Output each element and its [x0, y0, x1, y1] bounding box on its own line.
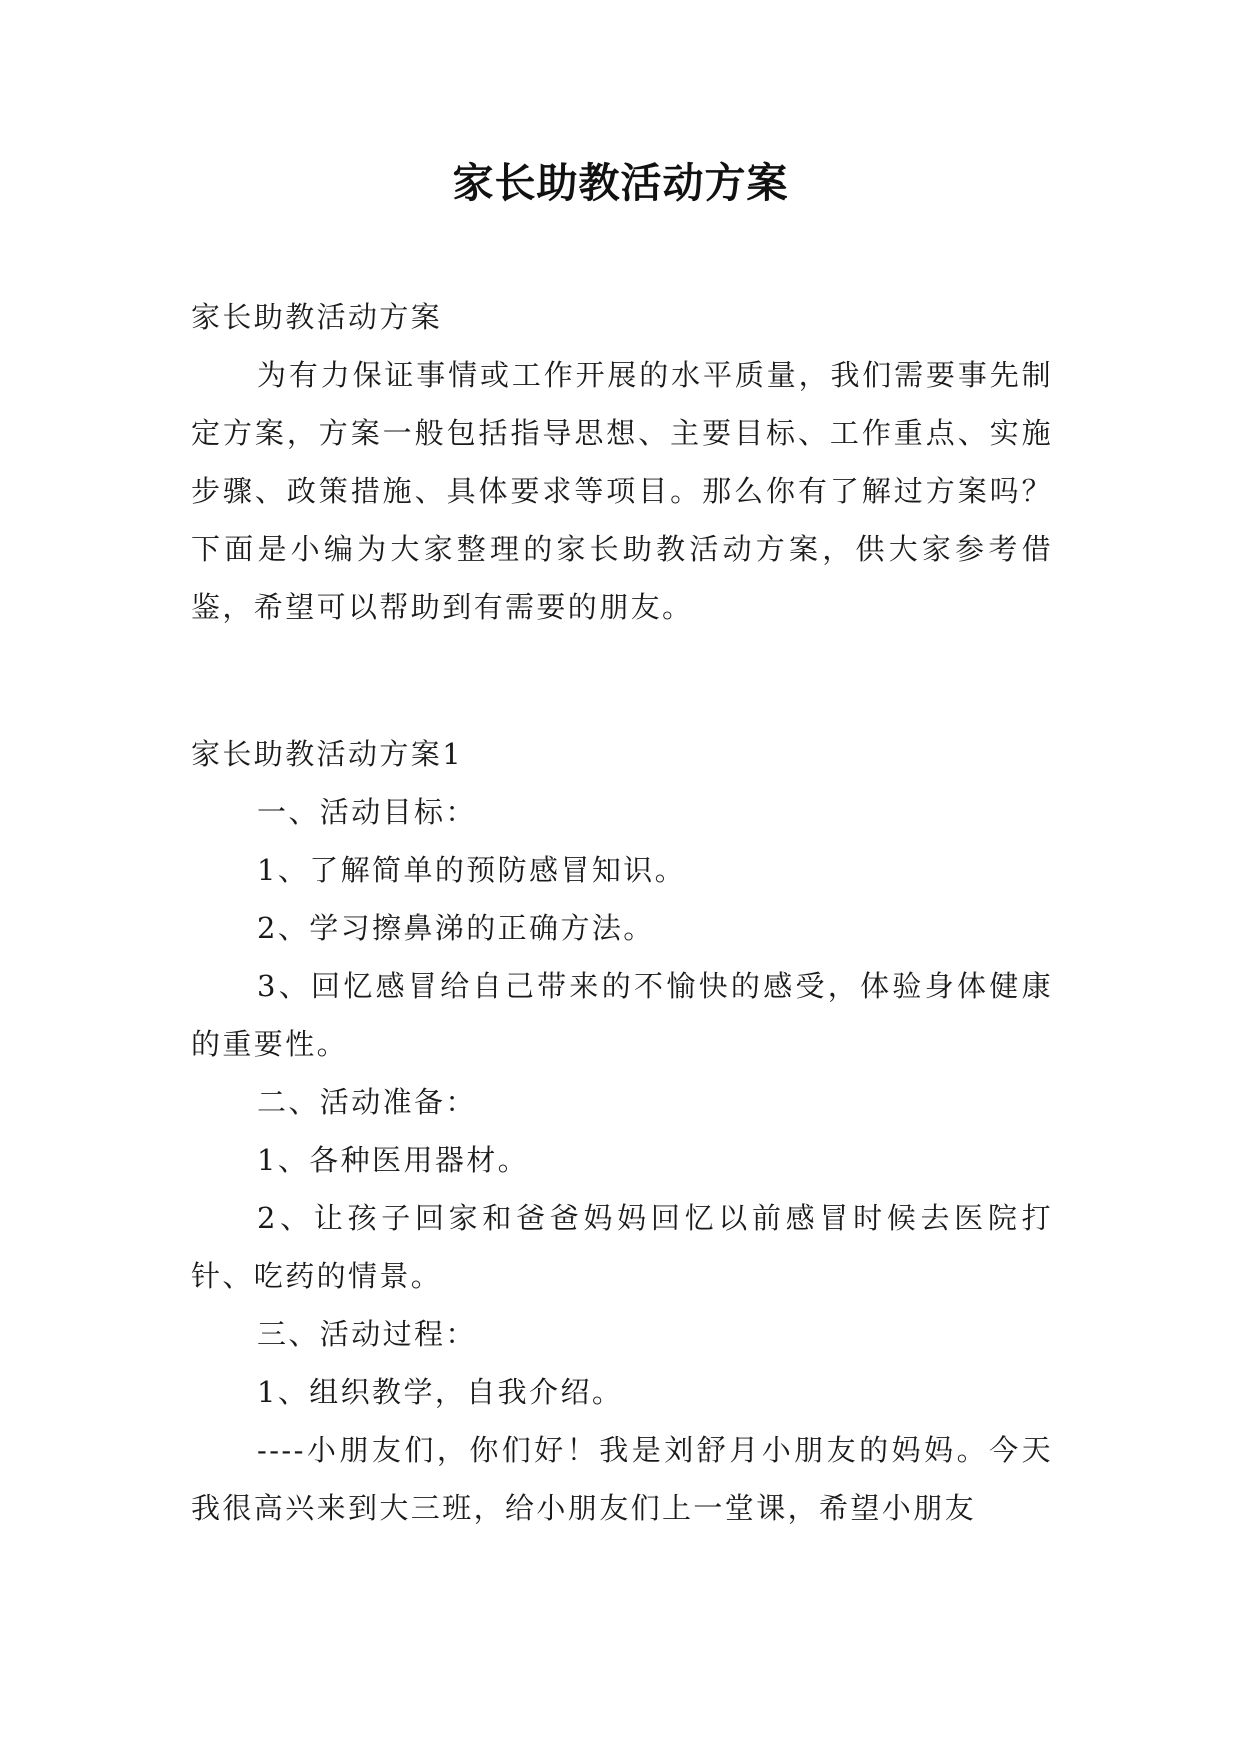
intro-heading: 家长助教活动方案: [191, 300, 443, 334]
intro-section: [191, 288, 1053, 636]
prep-item-1: 1、各种医用器材。: [257, 1143, 530, 1177]
process-item-1: 1、组织教学，自我介绍。: [257, 1375, 624, 1409]
plan-1-section: [191, 725, 1053, 1537]
goal-item-1: 1、了解简单的预防感冒知识。: [257, 853, 687, 887]
goals-title: 一、活动目标：: [257, 795, 477, 829]
goal-item-2: 2、学习擦鼻涕的正确方法。: [257, 911, 655, 945]
document-title: 家长助教活动方案: [452, 159, 789, 207]
process-item-2: ----小朋友们，你们好！我是刘舒月小朋友的妈妈。今天我很高兴来到大三班，给小朋友们上一堂课，希望小朋友: [191, 1433, 1053, 1525]
plan-1-heading: 家长助教活动方案1: [191, 737, 464, 771]
goal-item-3: 3、回忆感冒给自己带来的不愉快的感受，体验身体健康的重要性。: [191, 969, 1053, 1061]
prep-item-2: 2、让孩子回家和爸爸妈妈回忆以前感冒时候去医院打针、吃药的情景。: [191, 1201, 1053, 1293]
intro-paragraph: 为有力保证事情或工作开展的水平质量，我们需要事先制定方案，方案一般包括指导思想、主要目标、工作重点、实施步骤、政策措施、具体要求等项目。那么你有了解过方案吗？下面是小编为大家整理的家长助教活动方案，供大家参考借鉴，希望可以帮助到有需要的朋友。: [191, 358, 1053, 624]
process-title: 三、活动过程：: [257, 1317, 477, 1351]
prep-title: 二、活动准备：: [257, 1085, 477, 1119]
